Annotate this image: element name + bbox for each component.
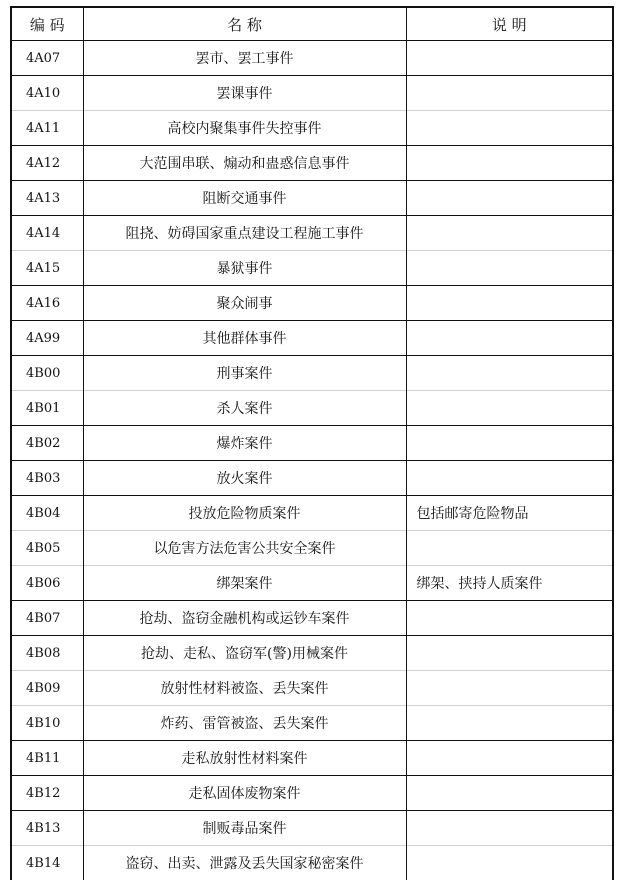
row-note: 绑架、挟持人质案件	[406, 566, 613, 601]
row-note	[406, 391, 613, 426]
row-note	[406, 741, 613, 776]
incident-code-table	[10, 6, 614, 880]
row-note	[406, 41, 613, 76]
row-code: 4B09	[11, 671, 83, 706]
row-name: 杀人案件	[83, 391, 406, 426]
row-note	[406, 251, 613, 286]
row-note	[406, 811, 613, 846]
row-note	[406, 776, 613, 811]
row-note	[406, 426, 613, 461]
row-name: 抢劫、盗窃金融机构或运钞车案件	[83, 601, 406, 636]
row-code: 4B14	[11, 846, 83, 881]
table-row	[11, 41, 613, 76]
table-row	[11, 146, 613, 181]
table-row	[11, 426, 613, 461]
table-row	[11, 216, 613, 251]
row-code: 4A15	[11, 251, 83, 286]
table-row	[11, 356, 613, 391]
table-row	[11, 671, 613, 706]
table-row	[11, 636, 613, 671]
row-note	[406, 356, 613, 391]
row-name: 阻断交通事件	[83, 181, 406, 216]
table-row	[11, 846, 613, 881]
table-row	[11, 251, 613, 286]
row-note	[406, 706, 613, 741]
table-header-row	[11, 7, 613, 41]
row-name: 炸药、雷管被盗、丢失案件	[83, 706, 406, 741]
row-name: 走私固体废物案件	[83, 776, 406, 811]
row-code: 4B06	[11, 566, 83, 601]
header-name: 名 称	[83, 7, 406, 41]
row-name: 暴狱事件	[83, 251, 406, 286]
row-note	[406, 321, 613, 356]
row-name: 刑事案件	[83, 356, 406, 391]
row-code: 4A10	[11, 76, 83, 111]
row-code: 4B04	[11, 496, 83, 531]
table-row	[11, 811, 613, 846]
row-note	[406, 461, 613, 496]
row-code: 4B12	[11, 776, 83, 811]
row-code: 4A99	[11, 321, 83, 356]
header-code: 编 码	[11, 7, 83, 41]
table-row	[11, 741, 613, 776]
row-code: 4B00	[11, 356, 83, 391]
table-row	[11, 111, 613, 146]
table-row	[11, 531, 613, 566]
row-code: 4B03	[11, 461, 83, 496]
row-note	[406, 181, 613, 216]
row-name: 以危害方法危害公共安全案件	[83, 531, 406, 566]
row-code: 4A12	[11, 146, 83, 181]
row-note	[406, 146, 613, 181]
header-note: 说 明	[406, 7, 613, 41]
table-row	[11, 706, 613, 741]
row-code: 4B08	[11, 636, 83, 671]
row-note	[406, 216, 613, 251]
table-row	[11, 321, 613, 356]
row-note	[406, 636, 613, 671]
row-name: 抢劫、走私、盗窃军(警)用械案件	[83, 636, 406, 671]
row-name: 投放危险物质案件	[83, 496, 406, 531]
table-row	[11, 76, 613, 111]
row-code: 4A11	[11, 111, 83, 146]
row-name: 罢市、罢工事件	[83, 41, 406, 76]
row-name: 制贩毒品案件	[83, 811, 406, 846]
row-code: 4A13	[11, 181, 83, 216]
table-row	[11, 601, 613, 636]
row-note	[406, 531, 613, 566]
table-row	[11, 496, 613, 531]
row-name: 大范围串联、煽动和蛊惑信息事件	[83, 146, 406, 181]
row-note: 包括邮寄危险物品	[406, 496, 613, 531]
row-name: 放射性材料被盗、丢失案件	[83, 671, 406, 706]
row-code: 4B05	[11, 531, 83, 566]
row-name: 盗窃、出卖、泄露及丢失国家秘密案件	[83, 846, 406, 881]
table-row	[11, 776, 613, 811]
row-code: 4B11	[11, 741, 83, 776]
row-note	[406, 76, 613, 111]
table-row	[11, 391, 613, 426]
row-name: 高校内聚集事件失控事件	[83, 111, 406, 146]
table-row	[11, 181, 613, 216]
table-row	[11, 461, 613, 496]
row-name: 聚众闹事	[83, 286, 406, 321]
row-code: 4B10	[11, 706, 83, 741]
table-row	[11, 286, 613, 321]
row-code: 4A16	[11, 286, 83, 321]
row-name: 爆炸案件	[83, 426, 406, 461]
row-note	[406, 601, 613, 636]
row-code: 4B07	[11, 601, 83, 636]
table-body	[11, 41, 613, 881]
row-code: 4A14	[11, 216, 83, 251]
row-name: 走私放射性材料案件	[83, 741, 406, 776]
row-code: 4A07	[26, 50, 61, 66]
row-code: 4B02	[11, 426, 83, 461]
row-name: 阻挠、妨碍国家重点建设工程施工事件	[83, 216, 406, 251]
row-note	[406, 286, 613, 321]
row-note	[406, 846, 613, 881]
row-code: 4B13	[11, 811, 83, 846]
table-row	[11, 566, 613, 601]
row-code: 4B01	[11, 391, 83, 426]
row-note	[406, 111, 613, 146]
row-name: 其他群体事件	[83, 321, 406, 356]
row-name: 放火案件	[83, 461, 406, 496]
row-note	[406, 671, 613, 706]
row-name: 罢课事件	[83, 76, 406, 111]
row-name: 绑架案件	[83, 566, 406, 601]
